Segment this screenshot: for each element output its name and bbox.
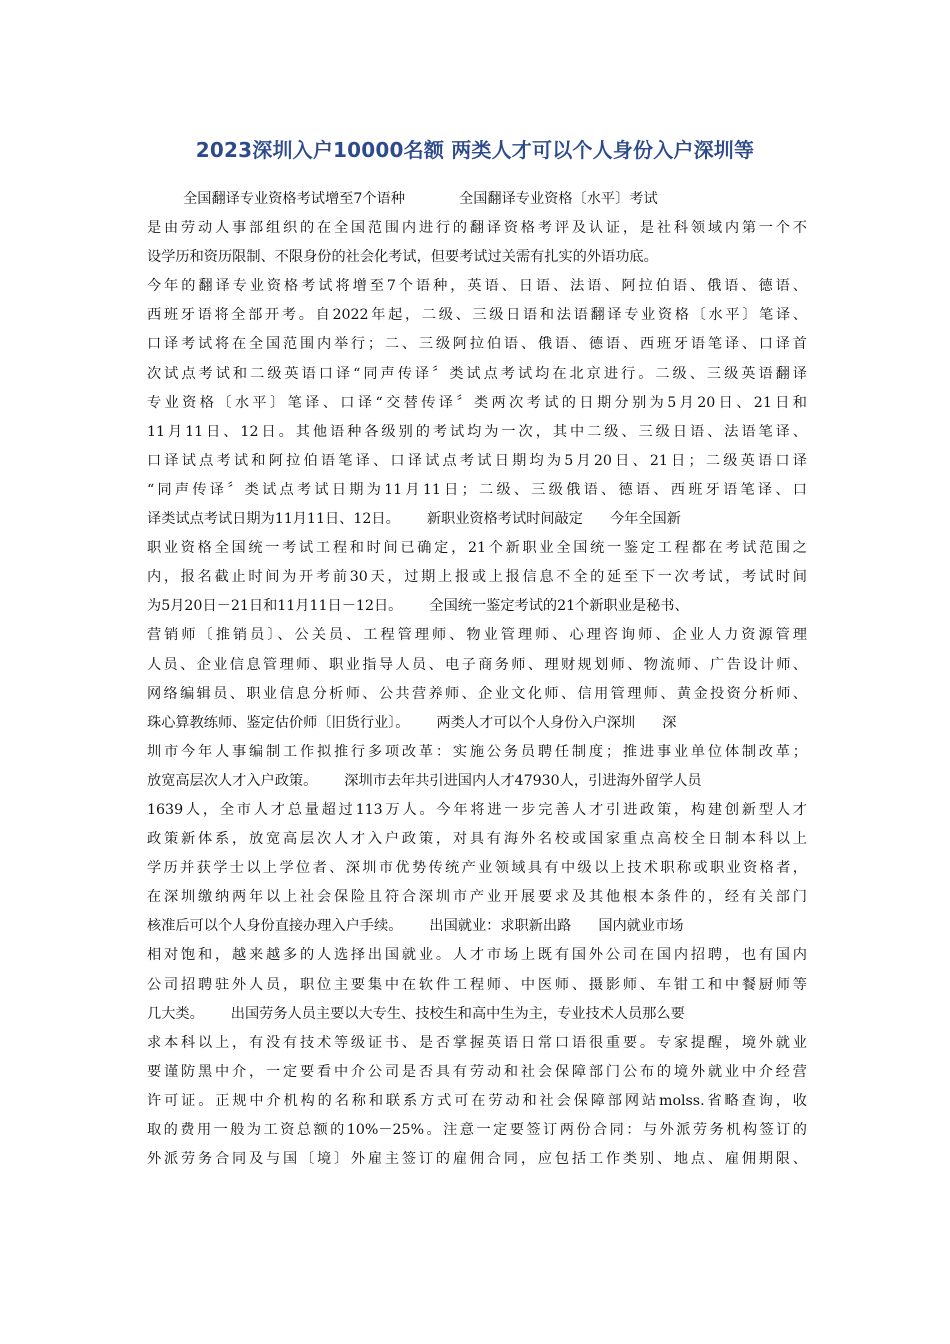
body-line: 人员、企业信息管理师、职业指导人员、电子商务师、理财规划师、物流师、广告设计师、	[147, 656, 807, 673]
body-line: 求本科以上，有没有技术等级证书、是否掌握英语日常口语很重要。专家提醒，境外就业	[147, 1034, 807, 1051]
body-line: 今年的翻译专业资格考试将增至7个语种，英语、日语、法语、阿拉伯语、俄语、德语、	[147, 278, 807, 295]
body-line: 专业资格〔水平〕笔译、口译“交替传译〞类两次考试的日期分别为5月20日、21日和	[147, 394, 807, 411]
body-line: “同声传译〞类试点考试日期为11月11日；二级、三级俄语、德语、西班牙语笔译、口	[147, 481, 807, 498]
body-line: 内，报名截止时间为开考前30天，过期上报或上报信息不全的延至下一次考试，考试时间	[147, 569, 807, 586]
body-line: 1639人，全市人才总量超过113万人。今年将进一步完善人才引进政策，构建创新型人才	[147, 801, 807, 818]
body-line: 网络编辑员、职业信息分析师、公共营养师、企业文化师、信用管理师、黄金投资分析师、	[147, 685, 807, 702]
body-line: 许可证。正规中介机构的名称和联系方式可在劳动和社会保障部网站molss.省略查询，收	[147, 1092, 807, 1109]
body-line: 取的费用一般为工资总额的10%－25%。注意一定要签订两份合同：与外派劳务机构签订的	[147, 1122, 807, 1138]
body-line: 11月11日、12日。其他语种各级别的考试均为一次，其中二级、三级日语、法语笔译、	[147, 423, 807, 440]
body-line: 在深圳缴纳两年以上社会保险且符合深圳市产业开展要求及其他根本条件的，经有关部门	[147, 889, 807, 906]
body-line: 次试点考试和二级英语口译“同声传译〞类试点考试均在北京进行。二级、三级英语翻译	[147, 365, 807, 382]
body-line: 公司招聘驻外人员，职位主要集中在软件工程师、中医师、摄影师、车钳工和中餐厨师等	[147, 976, 807, 993]
document-title: 2023深圳入户10000名额 两类人才可以个人身份入户深圳等	[195, 138, 755, 162]
body-line: 要谨防黑中介，一定要看中介公司是否具有劳动和社会保障部门公布的境外就业中介经营	[147, 1063, 807, 1080]
body-line: 是由劳动人事部组织的在全国范围内进行的翻译资格考评及认证，是社科领域内第一个不	[147, 220, 807, 237]
body-line: 全国翻译专业资格考试增至7个语种 全国翻译专业资格〔水平〕考试	[147, 191, 658, 207]
body-line: 为5月20日－21日和11月11日－12日。 全国统一鉴定考试的21个新职业是秘书、	[147, 598, 689, 615]
body-line: 设学历和资历限制、不限身份的社会化考试，但要考试过关需有扎实的外语功底。	[147, 249, 658, 266]
body-line: 译类试点考试日期为11月11日、12日。 新职业资格考试时间敲定 今年全国新	[147, 511, 681, 528]
body-line: 营销师〔推销员〕、公关员、工程管理师、物业管理师、心理咨询师、企业人力资源管理	[147, 627, 807, 644]
body-line: 口译试点考试和阿拉伯语笔译、口译试点考试日期均为5月20日、21日；二级英语口译	[147, 452, 807, 469]
body-line: 职业资格全国统一考试工程和时间已确定，21个新职业全国统一鉴定工程都在考试范围之	[147, 540, 807, 557]
body-line: 珠心算教练师、鉴定估价师〔旧货行业〕。 两类人才可以个人身份入户深圳 深	[147, 714, 677, 731]
body-line: 核准后可以个人身份直接办理入户手续。 出国就业：求职新出路 国内就业市场	[147, 918, 684, 935]
body-line: 相对饱和，越来越多的人选择出国就业。人才市场上既有国外公司在国内招聘，也有国内	[147, 947, 807, 964]
body-line: 学历并获学士以上学位者、深圳市优势传统产业领域具有中级以上技术职称或职业资格者，	[147, 860, 807, 877]
body-line: 口译考试将在全国范围内举行；二、三级阿拉伯语、俄语、德语、西班牙语笔译、口译首	[147, 336, 807, 353]
body-line: 政策新体系，放宽高层次人才入户政策，对具有海外名校或国家重点高校全日制本科以上	[147, 831, 807, 848]
body-line: 圳市今年人事编制工作拟推行多项改革：实施公务员聘任制度；推进事业单位体制改革；	[147, 743, 807, 760]
body-line: 外派劳务合同及与国〔境〕外雇主签订的雇佣合同，应包括工作类别、地点、雇佣期限、	[147, 1151, 807, 1168]
document-body	[147, 185, 807, 1174]
body-line: 放宽高层次人才入户政策。 深圳市去年共引进国内人才47930人，引进海外留学人员	[147, 772, 702, 789]
body-line: 几大类。 出国劳务人员主要以大专生、技校生和高中生为主，专业技术人员那么要	[147, 1005, 685, 1022]
body-line: 西班牙语将全部开考。自2022年起，二级、三级日语和法语翻译专业资格〔水平〕笔译、	[147, 307, 807, 324]
